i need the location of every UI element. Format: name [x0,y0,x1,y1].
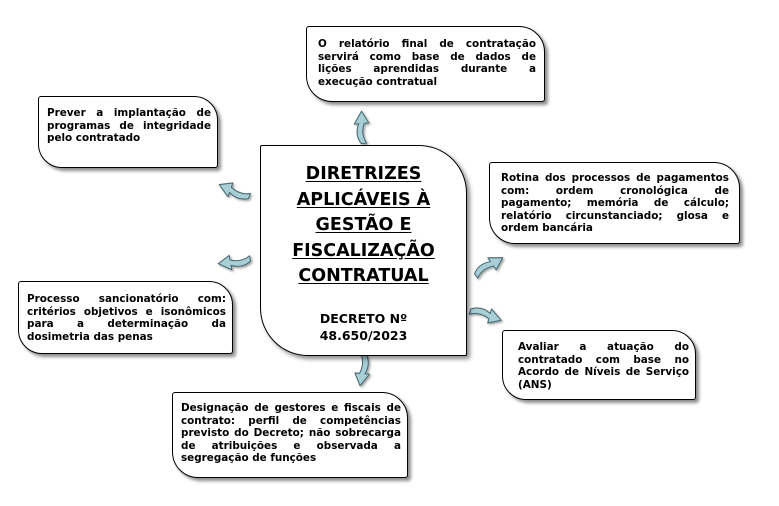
center-topic-box [260,145,467,356]
service-level-box [502,330,696,400]
integrity-program-box [38,96,218,168]
arrow-to-top-left-box [216,179,251,204]
final-report-box [306,26,545,102]
sanction-process-box [18,281,233,354]
center-subtitle: DECRETO Nº 48.650/2023 [319,310,408,343]
arrow-to-left-box [217,252,251,272]
manager-designation-box [172,392,408,478]
arrow-to-top-box [353,111,370,144]
sanction-process-text: Processo sancionatório com: critérios objetivos e isonômicos para a determinação da dosimetria das penas [27,293,226,343]
manager-designation-text: Designação de gestores e fiscais de contrato: perfil de competências previsto do Decreto; não sobrecarga de atribuições e observada a segregação de funções [181,402,401,465]
arrow-to-bottom-box [354,353,371,386]
arrow-to-bottom-right-box [468,304,503,326]
final-report-text: O relatório final de contratação servirá como base de dados de lições aprendidas durante a execução contratual [318,38,536,88]
service-level-text: Avaliar a atuação do contratado com base no Acordo de Níveis de Serviço (ANS) [518,341,689,391]
arrow-to-right-box [471,251,506,282]
payment-routine-box [489,162,740,244]
center-title: DIRETRIZES APLICÁVEIS À GESTÃO E FISCALIZAÇÃO CONTRATUAL [292,164,435,286]
payment-routine-text: Rotina dos processos de pagamentos com: ordem cronológica de pagamento; memória de cálculo; relatório circunstanciado; glosa e ordem bancária [501,172,729,235]
integrity-program-text: Prever a implantação de programas de integridade pelo contratado [47,107,211,145]
